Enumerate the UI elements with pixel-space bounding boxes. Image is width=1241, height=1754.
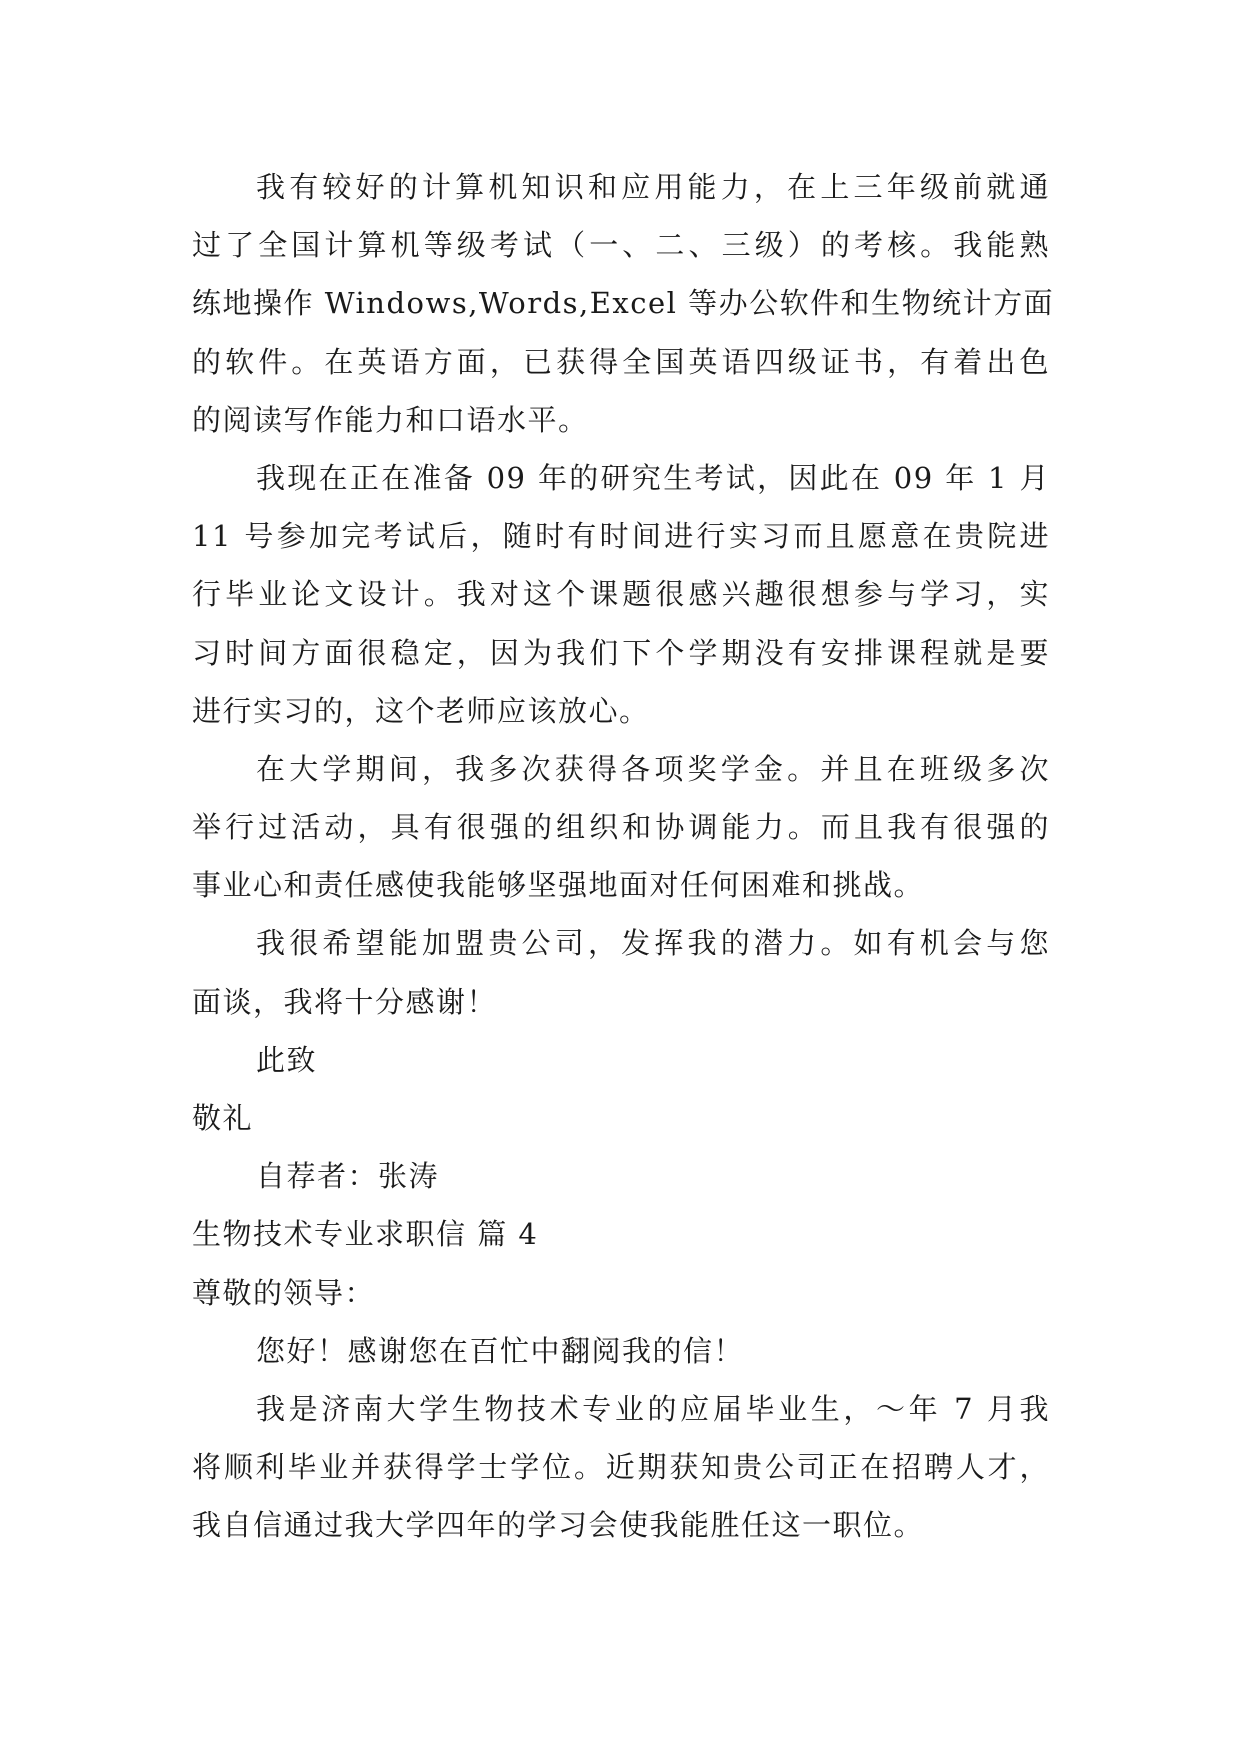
text-line: 在大学期间，我多次获得各项奖学金。并且在班级多次	[256, 751, 1050, 786]
text-line: 行毕业论文设计。我对这个课题很感兴趣很想参与学习，实	[192, 577, 1050, 612]
text-line: 进行实习的，这个老师应该放心。	[192, 693, 650, 728]
salutation: 尊敬的领导：	[192, 1275, 376, 1310]
text-line: 习时间方面很稳定，因为我们下个学期没有安排课程就是要	[192, 635, 1050, 670]
text-line: 您好！感谢您在百忙中翻阅我的信！	[256, 1333, 745, 1368]
document-page	[192, 158, 1055, 1555]
text-line: 我很希望能加盟贵公司，发挥我的潜力。如有机会与您	[256, 926, 1050, 961]
text-line: 举行过活动，具有很强的组织和协调能力。而且我有很强的	[192, 810, 1050, 845]
text-line: 的阅读写作能力和口语水平。	[192, 402, 589, 437]
text-line: 我现在正在准备 09 年的研究生考试，因此在 09 年 1 月	[256, 460, 1050, 495]
text-line: 过了全国计算机等级考试（一、二、三级）的考核。我能熟	[192, 228, 1050, 263]
text-line: 的软件。在英语方面，已获得全国英语四级证书，有着出色	[192, 344, 1050, 379]
section-title: 生物技术专业求职信 篇 4	[192, 1217, 539, 1252]
text-line: 事业心和责任感使我能够坚强地面对任何困难和挑战。	[192, 868, 925, 903]
text-line: 将顺利毕业并获得学士学位。近期获知贵公司正在招聘人才，	[192, 1450, 1050, 1485]
closing-line: 此致	[256, 1042, 318, 1077]
text-line: 面谈，我将十分感谢！	[192, 984, 498, 1019]
closing-salute: 敬礼	[192, 1101, 254, 1135]
text-line: 我有较好的计算机知识和应用能力，在上三年级前就通	[256, 170, 1050, 204]
signature-line: 自荐者：张涛	[256, 1159, 440, 1194]
text-line: 练地操作 Windows,Words,Excel 等办公软件和生物统计方面	[192, 286, 1055, 321]
text-line: 我自信通过我大学四年的学习会使我能胜任这一职位。	[192, 1508, 925, 1543]
text-line: 我是济南大学生物技术专业的应届毕业生，～年 7 月我	[256, 1391, 1050, 1426]
text-line: 11 号参加完考试后，随时有时间进行实习而且愿意在贵院进	[192, 519, 1050, 554]
